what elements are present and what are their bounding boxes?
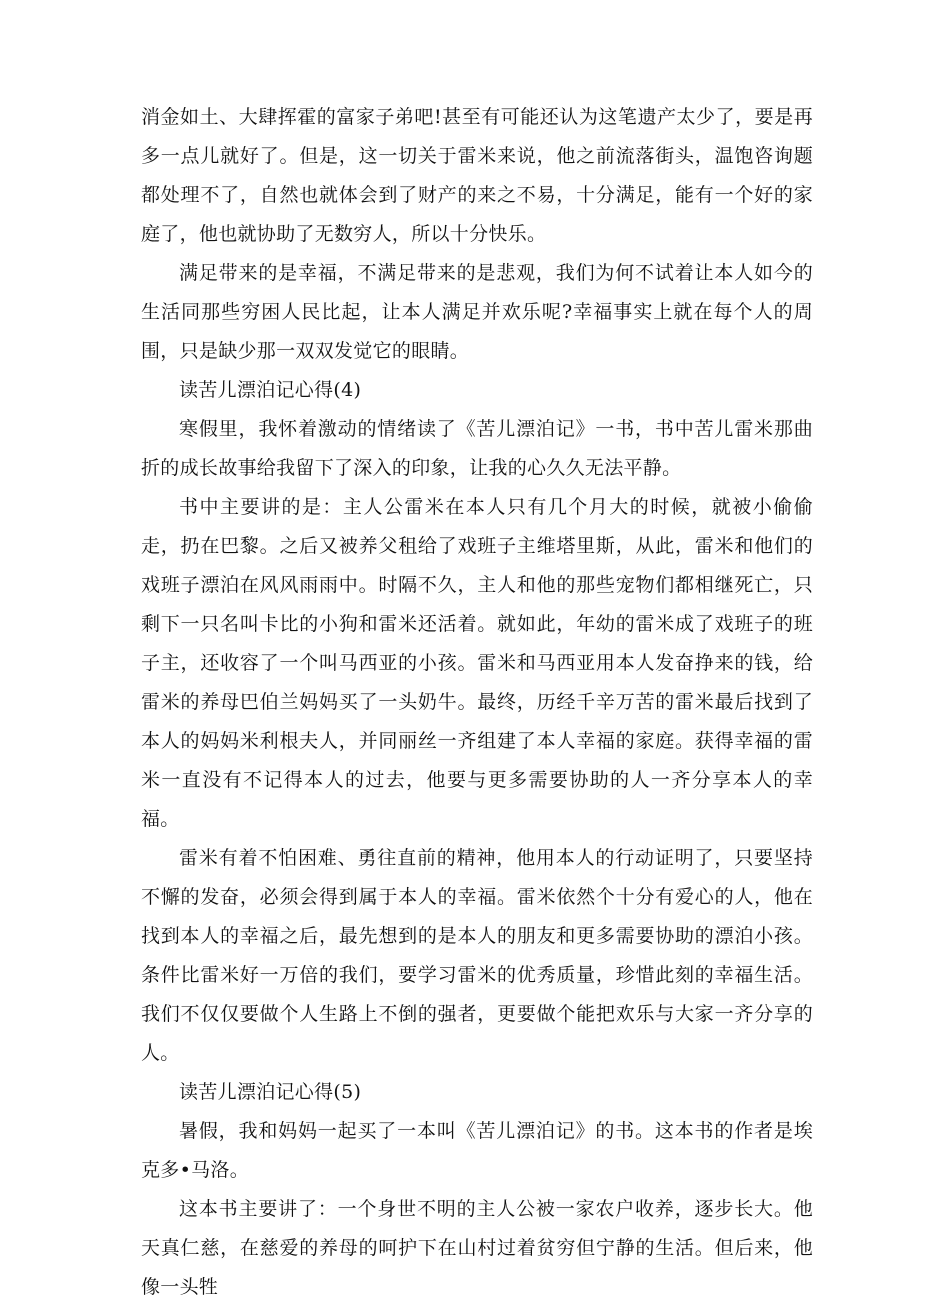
section-heading: 读苦儿漂泊记心得(5): [179, 1081, 362, 1103]
paragraph: 暑假，我和妈妈一起买了一本叫《苦儿漂泊记》的书。这本书的作者是埃克多•马洛。: [141, 1120, 813, 1181]
paragraph-continued: 消金如土、大肆挥霍的富家子弟吧!甚至有可能还认为这笔遗产太少了，要是再多一点儿就好了。但是，这一切关于雷米来说，他之前流落街头，温饱咨询题都处理不了，自然也就体会到了财产的来之不易，十分满足，能有一个好的家庭了，他也就协助了无数穷人，所以十分快乐。: [141, 106, 813, 245]
paragraph: 这本书主要讲了：一个身世不明的主人公被一家农户收养，逐步长大。他天真仁慈，在慈爱的养母的呵护下在山村过着贫穷但宁静的生活。但后来，他像一头牲: [141, 1198, 813, 1298]
paragraph: 寒假里，我怀着激动的情绪读了《苦儿漂泊记》一书，书中苦儿雷米那曲折的成长故事给我留下了深入的印象，让我的心久久无法平静。: [141, 418, 813, 479]
paragraph: 书中主要讲的是：主人公雷米在本人只有几个月大的时候，就被小偷偷走，扔在巴黎。之后又被养父租给了戏班子主维塔里斯，从此，雷米和他们的戏班子漂泊在风风雨雨中。时隔不久，主人和他的那些宠物们都相继死亡，只剩下一只名叫卡比的小狗和雷米还活着。就如此，年幼的雷米成了戏班子的班子主，还收容了一个叫马西亚的小孩。雷米和马西亚用本人发奋挣来的钱，给雷米的养母巴伯兰妈妈买了一头奶牛。最终，历经千辛万苦的雷米最后找到了本人的妈妈米利根夫人，并同丽丝一齐组建了本人幸福的家庭。获得幸福的雷米一直没有不记得本人的过去，他要与更多需要协助的人一齐分享本人的幸福。: [141, 496, 813, 830]
paragraph: 雷米有着不怕困难、勇往直前的精神，他用本人的行动证明了，只要坚持不懈的发奋，必须会得到属于本人的幸福。雷米依然个十分有爱心的人，他在找到本人的幸福之后，最先想到的是本人的朋友和更多需要协助的漂泊小孩。条件比雷米好一万倍的我们，要学习雷米的优秀质量，珍惜此刻的幸福生活。我们不仅仅要做个人生路上不倒的强者，更要做个能把欢乐与大家一齐分享的人。: [141, 847, 813, 1064]
document-body: [141, 98, 813, 1307]
section-heading: 读苦儿漂泊记心得(4): [179, 379, 362, 401]
paragraph: 满足带来的是幸福，不满足带来的是悲观，我们为何不试着让本人如今的生活同那些穷困人民比起，让本人满足并欢乐呢?幸福事实上就在每个人的周围，只是缺少那一双双发觉它的眼睛。: [141, 262, 813, 362]
